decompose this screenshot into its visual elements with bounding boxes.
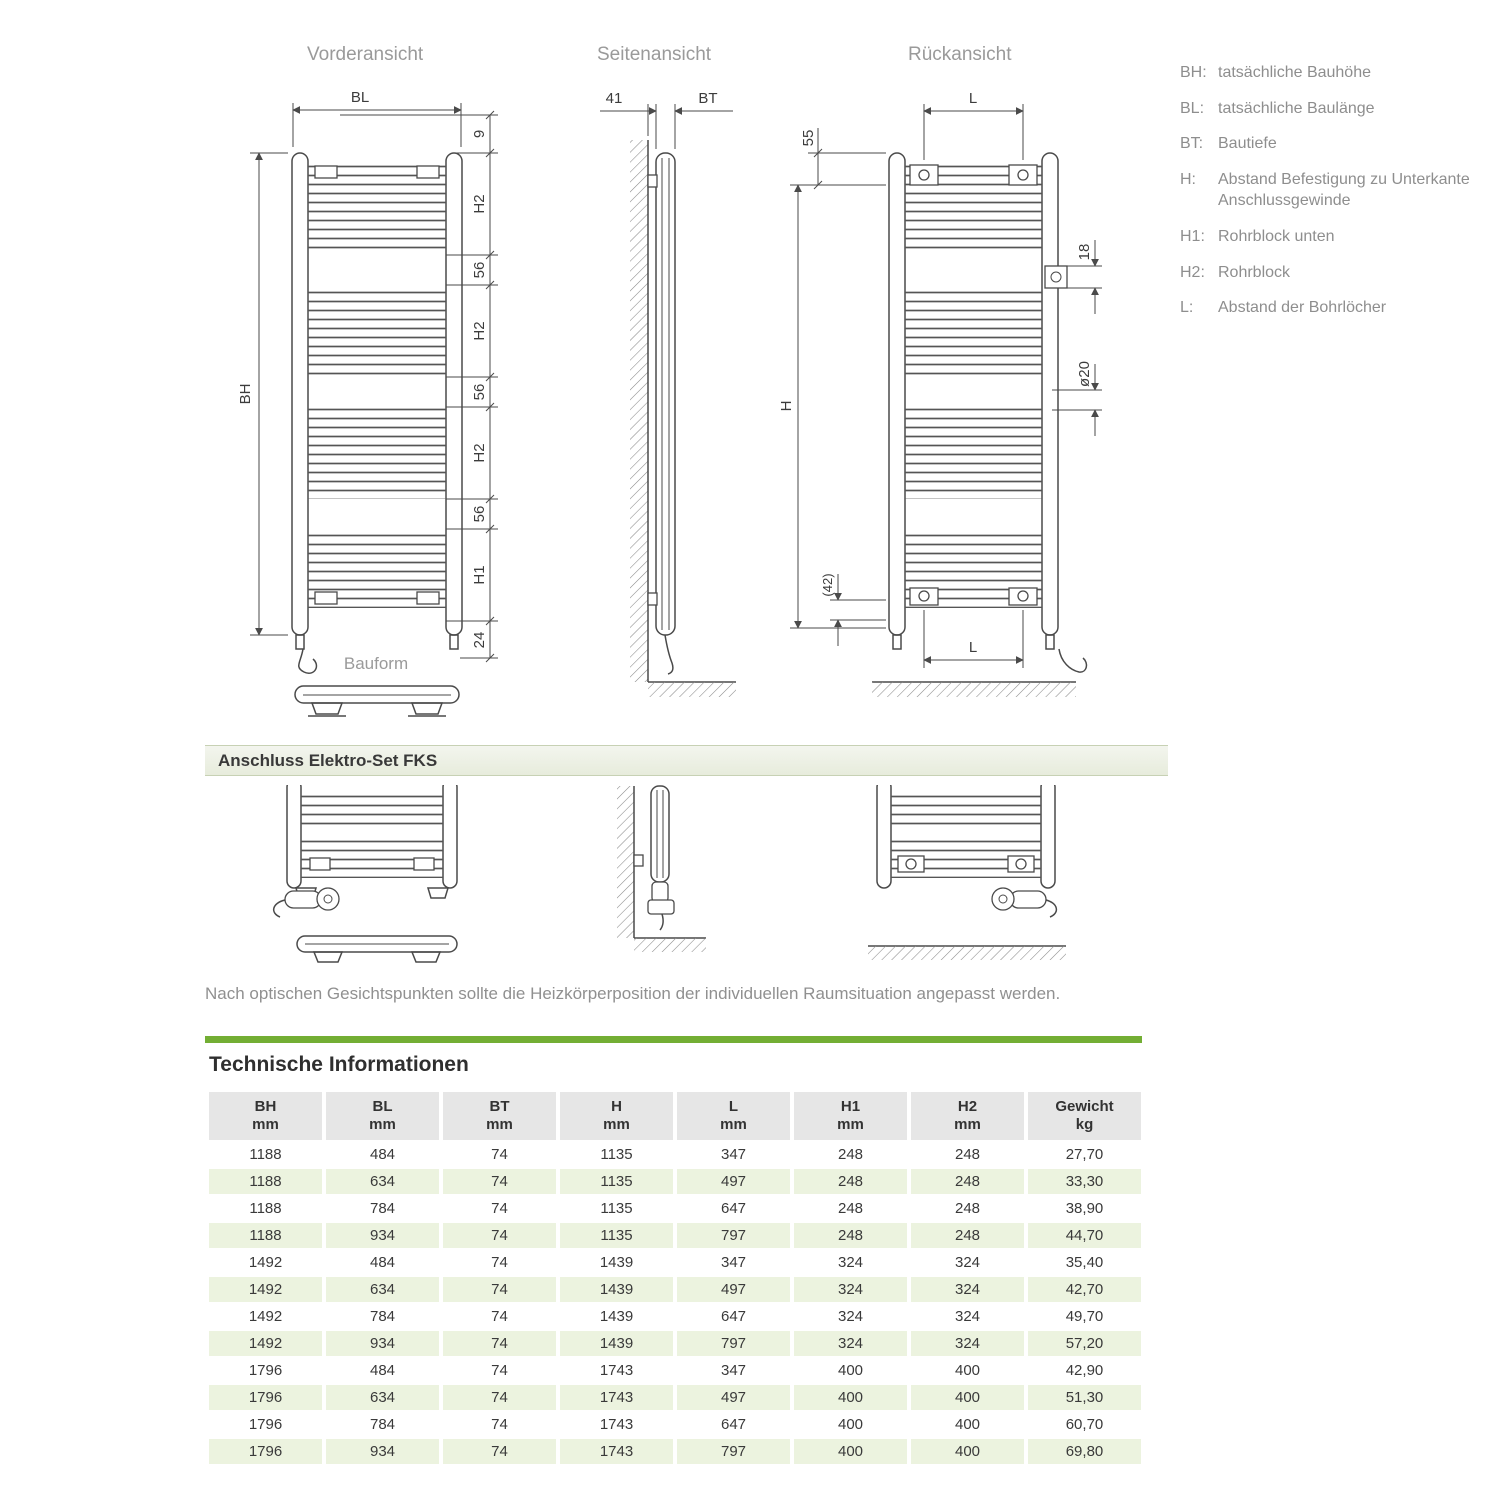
- table-cell: 797: [677, 1331, 790, 1356]
- table-cell: 51,30: [1028, 1385, 1141, 1410]
- table-cell: 74: [443, 1331, 556, 1356]
- table-cell: 42,90: [1028, 1358, 1141, 1383]
- table-row: [209, 1169, 1141, 1194]
- rear-view-drawing: [778, 90, 1102, 697]
- table-cell: 248: [794, 1196, 907, 1221]
- column-header: [677, 1092, 790, 1140]
- table-cell: 74: [443, 1250, 556, 1275]
- dim-label-dia20: ø20: [1076, 361, 1093, 387]
- column-label: Gewicht: [1055, 1098, 1114, 1115]
- table-cell: 33,30: [1028, 1169, 1141, 1194]
- table-cell: 69,80: [1028, 1439, 1141, 1464]
- tech-table-body: [209, 1142, 1141, 1464]
- legend-key: H2:: [1180, 263, 1205, 281]
- table-cell: 400: [794, 1358, 907, 1383]
- legend-item: [1180, 133, 1485, 155]
- legend-item: [1180, 262, 1485, 284]
- table-row: [209, 1250, 1141, 1275]
- table-cell: 1439: [560, 1331, 673, 1356]
- table-cell: 797: [677, 1223, 790, 1248]
- column-unit: mm: [954, 1116, 981, 1133]
- table-row: [209, 1439, 1141, 1464]
- table-cell: 784: [326, 1196, 439, 1221]
- table-cell: 324: [911, 1331, 1024, 1356]
- table-cell: 347: [677, 1250, 790, 1275]
- table-cell: 27,70: [1028, 1142, 1141, 1167]
- table-cell: 1743: [560, 1358, 673, 1383]
- legend-key: H1:: [1180, 227, 1205, 245]
- legend-item: [1180, 169, 1485, 212]
- table-cell: 934: [326, 1439, 439, 1464]
- legend-item: [1180, 98, 1485, 120]
- legend-item: [1180, 62, 1485, 84]
- table-cell: 1188: [209, 1223, 322, 1248]
- anschluss-section-title: Anschluss Elektro-Set FKS: [218, 750, 438, 770]
- table-cell: 934: [326, 1331, 439, 1356]
- table-cell: 49,70: [1028, 1304, 1141, 1329]
- table-cell: 1439: [560, 1250, 673, 1275]
- dim-label-h2: H2: [471, 321, 488, 341]
- legend: [1180, 62, 1485, 319]
- table-cell: 74: [443, 1277, 556, 1302]
- rear-view-title: Rückansicht: [908, 44, 1012, 65]
- dim-label-bt: BT: [698, 90, 718, 107]
- table-cell: 248: [794, 1142, 907, 1167]
- table-row: [209, 1331, 1141, 1356]
- column-header: [443, 1092, 556, 1140]
- table-cell: 647: [677, 1304, 790, 1329]
- table-cell: 497: [677, 1277, 790, 1302]
- table-cell: 1796: [209, 1358, 322, 1383]
- elektro-front-drawing: [274, 785, 457, 962]
- column-label: BT: [489, 1098, 510, 1115]
- column-header: [911, 1092, 1024, 1140]
- table-cell: 42,70: [1028, 1277, 1141, 1302]
- column-unit: mm: [486, 1116, 513, 1133]
- table-cell: 324: [794, 1304, 907, 1329]
- legend-text: Abstand der Bohrlöcher: [1218, 299, 1387, 317]
- legend-text: tatsächliche Baulänge: [1218, 99, 1375, 117]
- technical-drawings: [200, 80, 1170, 730]
- dim-label-h2: H2: [471, 194, 488, 214]
- table-cell: 74: [443, 1223, 556, 1248]
- column-unit: mm: [603, 1116, 630, 1133]
- table-row: [209, 1304, 1141, 1329]
- table-cell: 1796: [209, 1385, 322, 1410]
- table-cell: 1743: [560, 1439, 673, 1464]
- table-row: [209, 1223, 1141, 1248]
- column-header: [1028, 1092, 1141, 1140]
- legend-key: BH:: [1180, 64, 1207, 81]
- legend-item: [1180, 297, 1485, 319]
- legend-text: Rohrblock: [1218, 263, 1291, 281]
- column-label: L: [728, 1098, 739, 1115]
- table-cell: 484: [326, 1142, 439, 1167]
- table-cell: 248: [911, 1169, 1024, 1194]
- table-cell: 74: [443, 1358, 556, 1383]
- column-label: H1: [840, 1098, 861, 1115]
- dim-label-18: 18: [1076, 243, 1093, 261]
- table-row: [209, 1196, 1141, 1221]
- table-cell: 38,90: [1028, 1196, 1141, 1221]
- elektro-rear-drawing: [868, 785, 1066, 960]
- legend-key: L:: [1180, 299, 1194, 317]
- dim-label-41: 41: [605, 90, 623, 107]
- table-cell: 400: [911, 1412, 1024, 1437]
- table-cell: 634: [326, 1385, 439, 1410]
- table-cell: 400: [911, 1358, 1024, 1383]
- column-unit: mm: [369, 1116, 396, 1133]
- dim-label-bh: BH: [237, 383, 254, 405]
- table-cell: 647: [677, 1412, 790, 1437]
- table-cell: 784: [326, 1412, 439, 1437]
- table-cell: 400: [911, 1439, 1024, 1464]
- legend-key: H:: [1180, 170, 1196, 188]
- table-cell: 1135: [560, 1196, 673, 1221]
- table-cell: 74: [443, 1439, 556, 1464]
- table-cell: 1743: [560, 1385, 673, 1410]
- column-label: BL: [372, 1098, 393, 1115]
- table-cell: 248: [794, 1169, 907, 1194]
- table-row: [209, 1412, 1141, 1437]
- elektro-side-drawing: [617, 786, 706, 952]
- table-cell: 1743: [560, 1412, 673, 1437]
- table-cell: 347: [677, 1142, 790, 1167]
- table-cell: 400: [794, 1439, 907, 1464]
- tech-section-title: Technische Informationen: [209, 1053, 469, 1076]
- bauform-profile-drawing: [295, 686, 459, 716]
- column-unit: mm: [720, 1116, 747, 1133]
- column-unit: kg: [1075, 1116, 1094, 1133]
- column-unit: mm: [837, 1116, 864, 1133]
- table-cell: 74: [443, 1196, 556, 1221]
- table-cell: 1492: [209, 1250, 322, 1275]
- side-view-drawing: [600, 90, 736, 697]
- column-label: H: [611, 1098, 622, 1115]
- table-cell: 248: [911, 1142, 1024, 1167]
- table-cell: 1796: [209, 1412, 322, 1437]
- column-header: [794, 1092, 907, 1140]
- legend-text: Abstand Befestigung zu Unterkante Anschlussgewinde: [1218, 170, 1470, 210]
- column-header: [209, 1092, 322, 1140]
- table-cell: 400: [794, 1385, 907, 1410]
- dim-label-56: 56: [471, 383, 488, 401]
- table-cell: 400: [794, 1412, 907, 1437]
- table-cell: 1492: [209, 1277, 322, 1302]
- dim-label-h2: H2: [471, 443, 488, 463]
- legend-item: [1180, 226, 1485, 248]
- table-cell: 797: [677, 1439, 790, 1464]
- legend-text: Bautiefe: [1218, 135, 1277, 153]
- column-header: [326, 1092, 439, 1140]
- dim-label-l-top: L: [968, 90, 978, 107]
- tech-table-header-row: [209, 1092, 1141, 1140]
- column-unit: mm: [252, 1116, 279, 1133]
- side-view-title: Seitenansicht: [597, 44, 712, 65]
- table-cell: 74: [443, 1169, 556, 1194]
- table-cell: 44,70: [1028, 1223, 1141, 1248]
- table-cell: 934: [326, 1223, 439, 1248]
- table-cell: 400: [911, 1385, 1024, 1410]
- table-cell: 347: [677, 1358, 790, 1383]
- positioning-note: Nach optischen Gesichtspunkten sollte die Heizkörperposition der individuellen Raumsituation angepasst werden.: [205, 984, 1061, 1003]
- table-cell: 324: [794, 1250, 907, 1275]
- table-cell: 634: [326, 1169, 439, 1194]
- table-cell: 324: [911, 1304, 1024, 1329]
- table-cell: 324: [911, 1250, 1024, 1275]
- legend-key: BT:: [1180, 135, 1204, 153]
- legend-key: BL:: [1180, 99, 1205, 117]
- legend-text: Rohrblock unten: [1218, 227, 1335, 245]
- dim-label-h: H: [778, 400, 795, 412]
- dim-label-9: 9: [471, 129, 488, 139]
- table-cell: 1492: [209, 1304, 322, 1329]
- tech-table-head: [209, 1092, 1141, 1140]
- dim-label-55: 55: [800, 129, 817, 147]
- table-cell: 324: [794, 1331, 907, 1356]
- table-cell: 60,70: [1028, 1412, 1141, 1437]
- table-cell: 74: [443, 1142, 556, 1167]
- column-header: [560, 1092, 673, 1140]
- table-cell: 74: [443, 1304, 556, 1329]
- table-cell: 248: [911, 1223, 1024, 1248]
- table-cell: 497: [677, 1169, 790, 1194]
- dim-label-h1: H1: [471, 565, 488, 585]
- table-cell: 1188: [209, 1142, 322, 1167]
- table-cell: 74: [443, 1385, 556, 1410]
- table-cell: 497: [677, 1385, 790, 1410]
- table-row: [209, 1142, 1141, 1167]
- table-cell: 1492: [209, 1331, 322, 1356]
- table-row: [209, 1358, 1141, 1383]
- table-cell: 634: [326, 1277, 439, 1302]
- front-view-drawing: [237, 89, 498, 716]
- column-label: BH: [254, 1098, 277, 1115]
- column-label: H2: [957, 1098, 978, 1115]
- table-cell: 57,20: [1028, 1331, 1141, 1356]
- table-cell: 248: [794, 1223, 907, 1248]
- table-cell: 484: [326, 1358, 439, 1383]
- table-cell: 324: [911, 1277, 1024, 1302]
- dim-label-56: 56: [471, 261, 488, 279]
- table-cell: 1135: [560, 1223, 673, 1248]
- table-cell: 1135: [560, 1169, 673, 1194]
- table-cell: 248: [911, 1196, 1024, 1221]
- table-cell: 484: [326, 1250, 439, 1275]
- table-cell: 74: [443, 1412, 556, 1437]
- table-cell: 1188: [209, 1196, 322, 1221]
- table-cell: 1188: [209, 1169, 322, 1194]
- dim-label-56: 56: [471, 505, 488, 523]
- dim-label-24: 24: [471, 631, 488, 649]
- table-cell: 647: [677, 1196, 790, 1221]
- anschluss-section-header: [205, 745, 1168, 776]
- dim-label-bl: BL: [350, 89, 370, 106]
- table-cell: 324: [794, 1277, 907, 1302]
- table-cell: 1439: [560, 1304, 673, 1329]
- elektro-set-drawings: [200, 785, 1170, 985]
- legend-text: tatsächliche Bauhöhe: [1218, 64, 1371, 81]
- bauform-label: Bauform: [343, 654, 409, 673]
- dim-label-42: (42): [820, 573, 835, 597]
- table-row: [209, 1385, 1141, 1410]
- tech-table: [205, 1090, 1145, 1466]
- table-cell: 1439: [560, 1277, 673, 1302]
- dim-label-l-bottom: L: [968, 639, 978, 656]
- table-cell: 784: [326, 1304, 439, 1329]
- front-view-title: Vorderansicht: [307, 44, 424, 65]
- table-cell: 1796: [209, 1439, 322, 1464]
- table-cell: 35,40: [1028, 1250, 1141, 1275]
- green-divider-bar: [205, 1036, 1142, 1043]
- table-cell: 1135: [560, 1142, 673, 1167]
- table-row: [209, 1277, 1141, 1302]
